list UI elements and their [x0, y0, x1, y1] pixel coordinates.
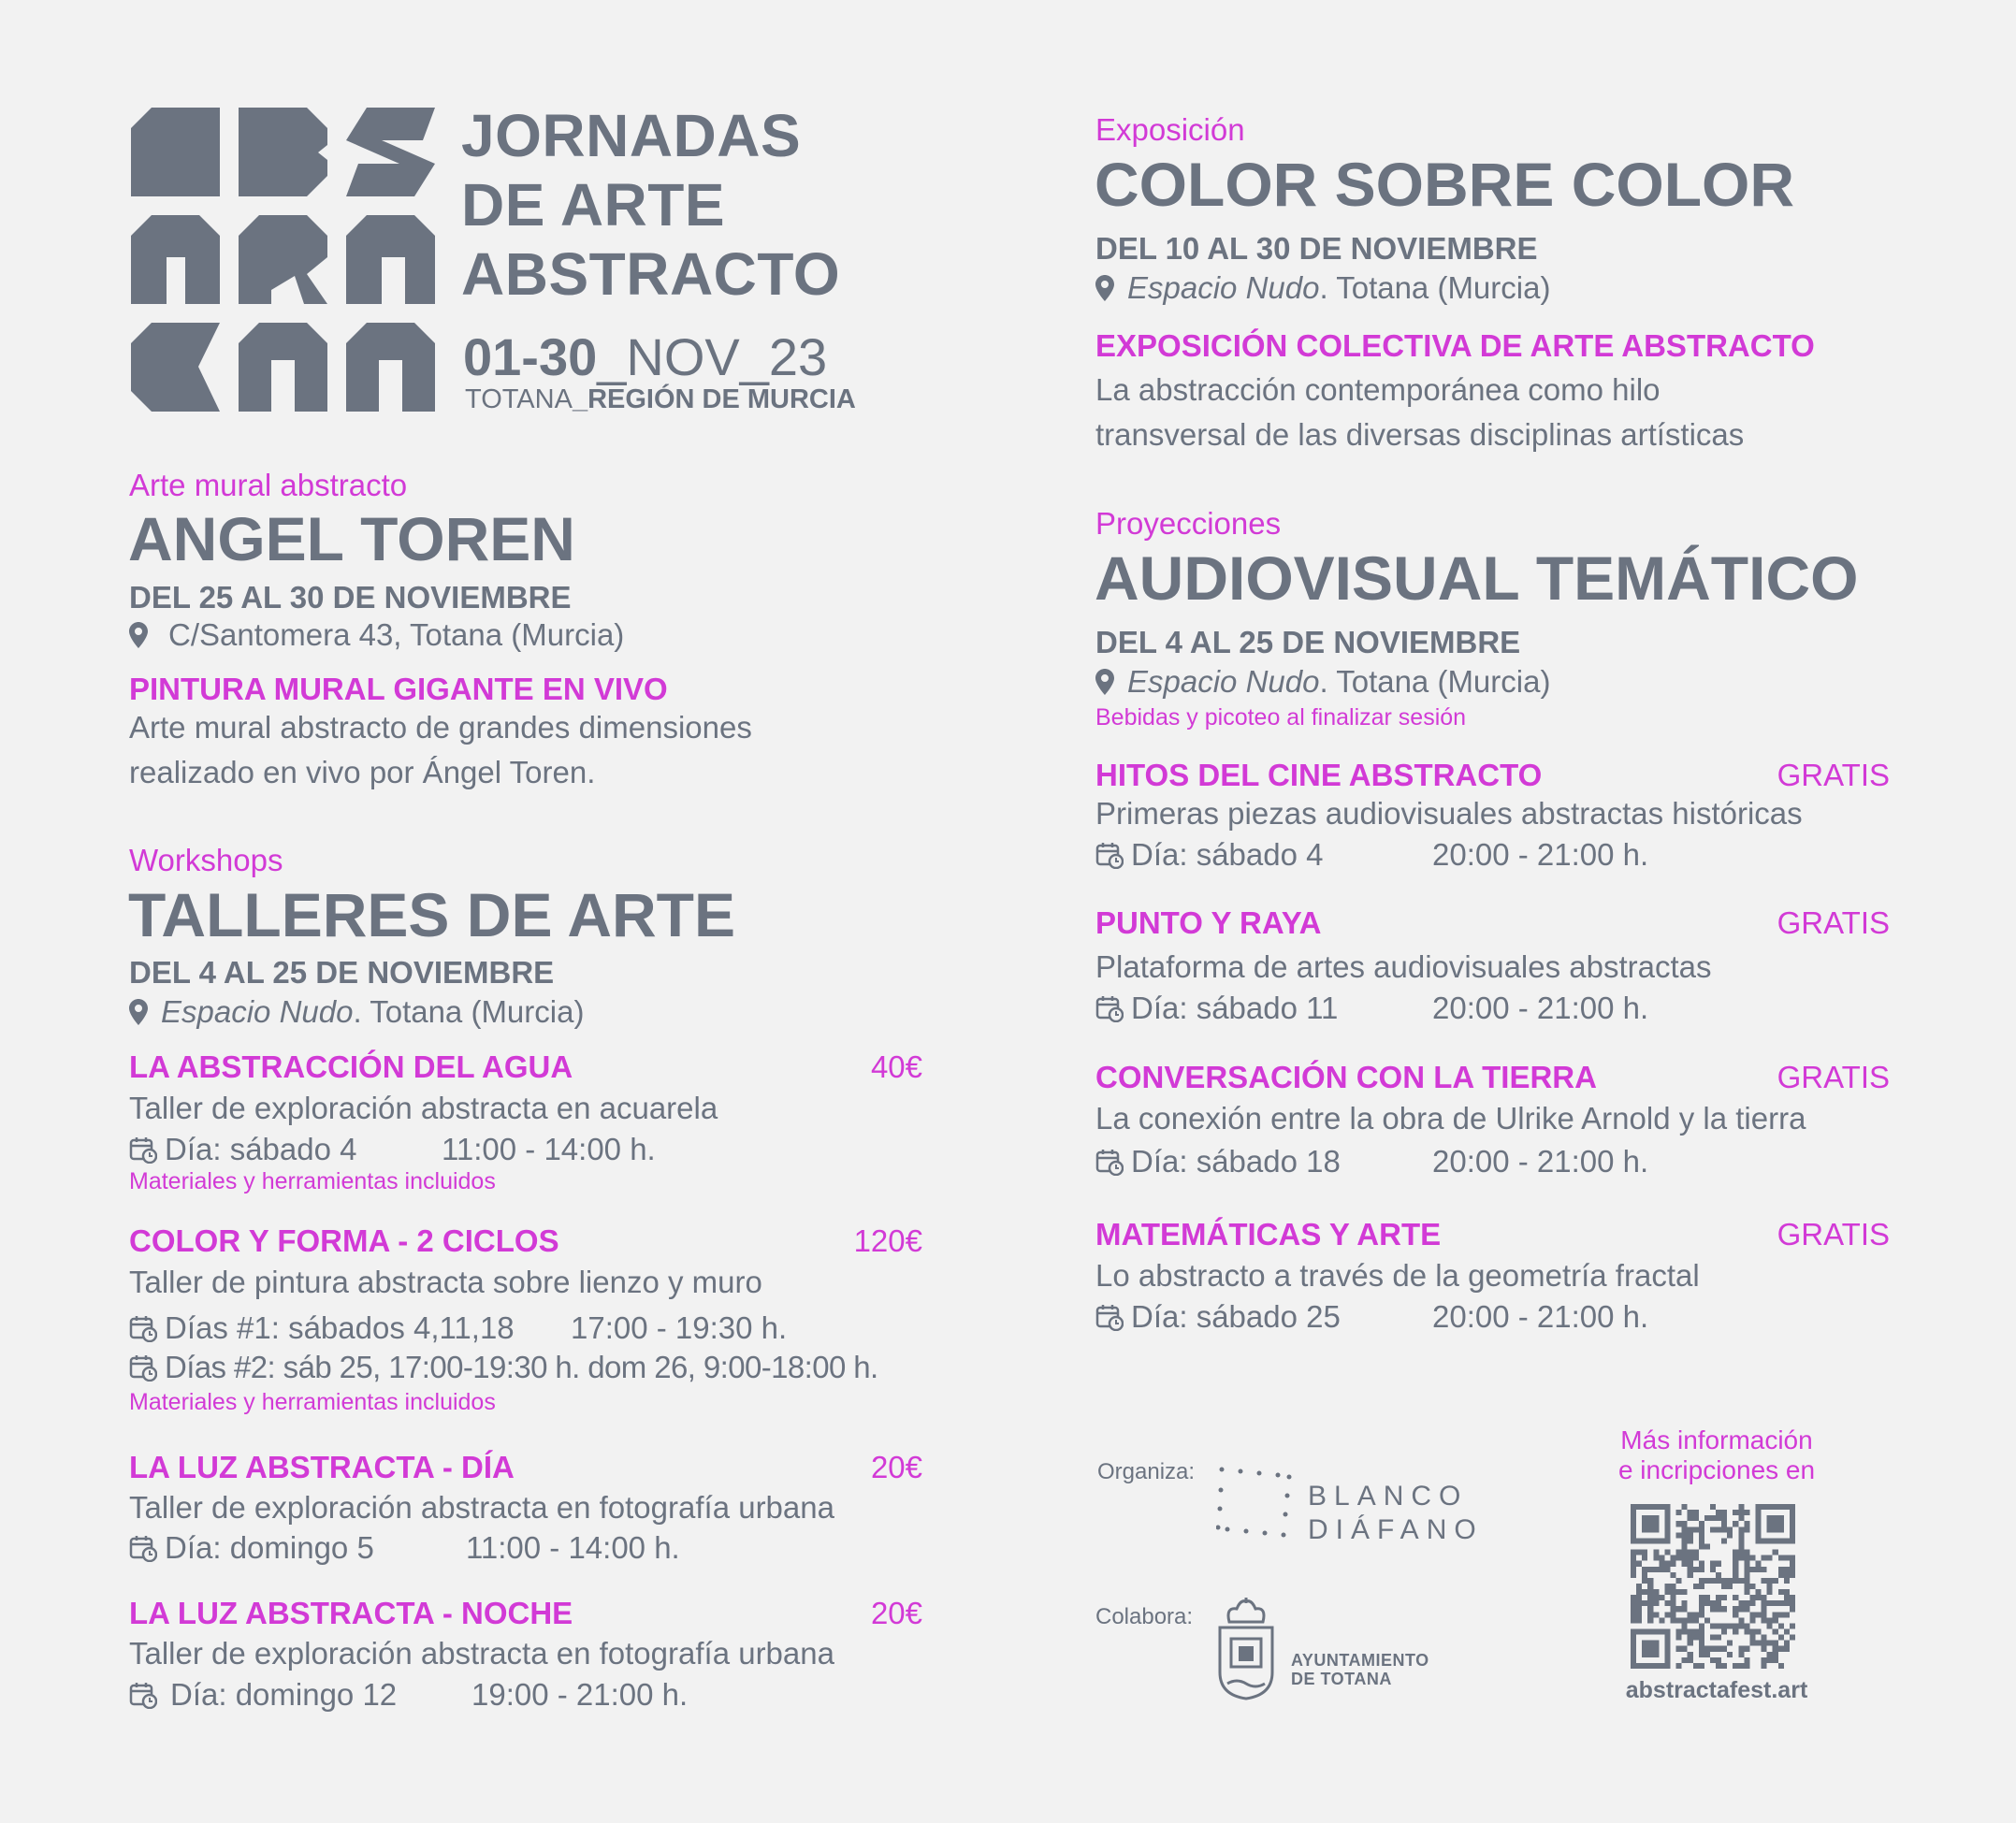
workshop-4-title: LA LUZ ABSTRACTA - NOCHE: [129, 1596, 573, 1630]
exposicion-description-line-1: La abstracción contemporánea como hilo: [1095, 372, 1661, 407]
screening-4-description: Lo abstracto a través de la geometría fractal: [1095, 1258, 1700, 1293]
mural-description-line-1: Arte mural abstracto de grandes dimensiones: [129, 710, 752, 745]
qr-code-image: [1631, 1504, 1795, 1669]
ayuntamiento-name-line-2: DE TOTANA: [1291, 1670, 1392, 1688]
screening-1-description: Primeras piezas audiovisuales abstractas históricas: [1095, 796, 1803, 831]
calendar-clock-icon: [1095, 1148, 1124, 1176]
workshop-4-price: 20€: [870, 1596, 922, 1630]
calendar-clock-icon: [129, 1681, 157, 1709]
mural-category: Arte mural abstracto: [129, 468, 408, 502]
workshop-4-day: Día: domingo 12: [170, 1677, 398, 1712]
blanco-diafano-name-line-2: DIÁFANO: [1308, 1514, 1484, 1545]
screening-1-title: HITOS DEL CINE ABSTRACTO: [1095, 758, 1543, 792]
exposicion-description-line-2: transversal de las diversas disciplinas artísticas: [1095, 417, 1745, 452]
screening-1-price: GRATIS: [1777, 758, 1890, 792]
workshop-3-day: Día: domingo 5: [165, 1530, 374, 1565]
workshops-location: [129, 994, 584, 1030]
screening-4-title: MATEMÁTICAS Y ARTE: [1095, 1217, 1442, 1252]
exposicion-dates: DEL 10 AL 30 DE NOVIEMBRE: [1095, 231, 1538, 266]
workshop-4-time: 19:00 - 21:00 h.: [471, 1677, 689, 1712]
workshops-title: TALLERES DE ARTE: [128, 880, 736, 949]
abs-logo-mark: [131, 108, 435, 412]
workshops-location-venue: Espacio Nudo: [161, 994, 354, 1029]
workshop-4-description: Taller de exploración abstracta en fotografía urbana: [129, 1636, 834, 1671]
festival-place-region: _REGIÓN DE MURCIA: [572, 384, 856, 414]
screening-4-time: 20:00 - 21:00 h.: [1432, 1299, 1649, 1334]
workshop-2-schedule-1: [129, 1310, 787, 1346]
screening-3-schedule: [1095, 1144, 1648, 1179]
more-info-line-2: e incripciones en: [1617, 1455, 1816, 1484]
location-pin-icon: [129, 622, 148, 648]
screening-2-day: Día: sábado 11: [1131, 991, 1339, 1025]
ayuntamiento-name: [1291, 1651, 1429, 1688]
festival-dates: [463, 329, 827, 385]
festival-place: [465, 384, 856, 414]
proyecciones-location-city: . Totana (Murcia): [1319, 664, 1551, 699]
blanco-diafano-name: [1308, 1480, 1484, 1547]
calendar-clock-icon: [129, 1534, 157, 1562]
festival-title-line-1: JORNADAS: [461, 102, 802, 169]
workshop-3-schedule: [129, 1530, 680, 1566]
more-info-line-1: Más información: [1620, 1425, 1813, 1454]
festival-title-line-3: ABSTRACTO: [461, 240, 841, 308]
workshop-3-time: 11:00 - 14:00 h.: [466, 1530, 680, 1565]
mural-dates: DEL 25 AL 30 DE NOVIEMBRE: [129, 580, 572, 615]
abs-logo: [131, 108, 435, 412]
workshop-3-description: Taller de exploración abstracta en fotografía urbana: [129, 1490, 834, 1525]
exposicion-category: Exposición: [1095, 112, 1245, 147]
workshop-1-time: 11:00 - 14:00 h.: [442, 1132, 656, 1166]
proyecciones-category: Proyecciones: [1095, 506, 1282, 541]
screening-1-day: Día: sábado 4: [1131, 837, 1324, 872]
workshop-2-price: 120€: [853, 1223, 922, 1258]
workshop-3-price: 20€: [870, 1450, 922, 1484]
workshop-2-note: Materiales y herramientas incluidos: [129, 1389, 496, 1415]
workshop-3-title: LA LUZ ABSTRACTA - DÍA: [129, 1450, 515, 1484]
screening-3-day: Día: sábado 18: [1131, 1144, 1341, 1179]
festival-title-line-2: DE ARTE: [461, 171, 726, 239]
mural-location: [129, 617, 624, 653]
mural-subtitle: PINTURA MURAL GIGANTE EN VIVO: [129, 672, 668, 706]
workshop-2-description: Taller de pintura abstracta sobre lienzo y muro: [129, 1265, 762, 1299]
exposicion-description: [1095, 368, 1744, 457]
more-info-label: [1590, 1425, 1843, 1485]
screening-1-schedule: [1095, 837, 1648, 873]
workshop-1-description: Taller de exploración abstracta en acuarela: [129, 1091, 718, 1125]
exposicion-location-city: . Totana (Murcia): [1319, 270, 1551, 305]
screening-3-time: 20:00 - 21:00 h.: [1432, 1144, 1649, 1179]
workshop-1-day: Día: sábado 4: [165, 1132, 357, 1166]
screening-2-description: Plataforma de artes audiovisuales abstractas: [1095, 949, 1712, 984]
calendar-clock-icon: [1095, 1303, 1124, 1331]
workshops-dates: DEL 4 AL 25 DE NOVIEMBRE: [129, 955, 555, 990]
festival-place-city: TOTANA: [465, 384, 573, 414]
workshop-1-note: Materiales y herramientas incluidos: [129, 1168, 496, 1194]
workshop-4-schedule: [129, 1677, 688, 1713]
workshop-1-schedule: [129, 1132, 656, 1167]
location-pin-icon: [1095, 669, 1114, 695]
blanco-diafano-logo: [1216, 1464, 1293, 1541]
proyecciones-title: AUDIOVISUAL TEMÁTICO: [1095, 543, 1859, 613]
workshop-2-day-1: Días #1: sábados 4,11,18: [165, 1310, 515, 1345]
workshop-2-day-2: Días #2: sáb 25, 17:00-19:30 h. dom 26, 9:00-18:00 h.: [165, 1350, 878, 1384]
screening-2-price: GRATIS: [1777, 905, 1890, 940]
calendar-clock-icon: [129, 1314, 157, 1342]
colabora-label: Colabora:: [1095, 1604, 1194, 1629]
workshop-2-title: COLOR Y FORMA - 2 CICLOS: [129, 1223, 559, 1258]
screening-3-description: La conexión entre la obra de Ulrike Arnold y la tierra: [1095, 1101, 1806, 1136]
ayuntamiento-name-line-1: AYUNTAMIENTO: [1291, 1651, 1429, 1670]
festival-title: [461, 101, 840, 309]
calendar-clock-icon: [1095, 994, 1124, 1022]
exposicion-subtitle: EXPOSICIÓN COLECTIVA DE ARTE ABSTRACTO: [1095, 328, 1815, 363]
proyecciones-note: Bebidas y picoteo al finalizar sesión: [1095, 704, 1467, 731]
blanco-diafano-name-line-1: BLANCO: [1308, 1481, 1469, 1512]
coat-of-arms-icon: [1216, 1598, 1276, 1702]
qr-code[interactable]: [1631, 1504, 1795, 1669]
screening-3-price: GRATIS: [1777, 1060, 1890, 1094]
screening-3-title: CONVERSACIÓN CON LA TIERRA: [1095, 1060, 1597, 1094]
screening-4-schedule: [1095, 1299, 1648, 1335]
exposicion-title: COLOR SOBRE COLOR: [1095, 150, 1795, 219]
location-pin-icon: [129, 999, 148, 1025]
festival-dates-days: 01-30: [463, 327, 598, 386]
screening-2-title: PUNTO Y RAYA: [1095, 905, 1322, 940]
workshops-category: Workshops: [129, 843, 283, 877]
workshop-2-time-1: 17:00 - 19:30 h.: [571, 1310, 788, 1345]
festival-dates-month: _NOV_23: [597, 327, 828, 386]
blanco-diafano-mark: [1216, 1464, 1293, 1541]
mural-title: ANGEL TOREN: [128, 504, 575, 573]
calendar-clock-icon: [129, 1353, 157, 1382]
website-link[interactable]: abstractafest.art: [1625, 1677, 1808, 1703]
mural-description: [129, 705, 752, 795]
screening-1-time: 20:00 - 21:00 h.: [1432, 837, 1649, 872]
workshop-2-schedule-2: [129, 1350, 878, 1385]
screening-2-schedule: [1095, 991, 1648, 1026]
workshop-1-price: 40€: [870, 1049, 922, 1084]
screening-4-price: GRATIS: [1777, 1217, 1890, 1252]
mural-description-line-2: realizado en vivo por Ángel Toren.: [129, 755, 596, 789]
calendar-clock-icon: [1095, 841, 1124, 869]
workshop-1-title: LA ABSTRACCIÓN DEL AGUA: [129, 1049, 573, 1084]
ayuntamiento-totana-crest: [1216, 1598, 1276, 1702]
proyecciones-dates: DEL 4 AL 25 DE NOVIEMBRE: [1095, 625, 1521, 659]
workshops-location-city: . Totana (Murcia): [353, 994, 585, 1029]
screening-4-day: Día: sábado 25: [1131, 1299, 1341, 1334]
proyecciones-location: [1095, 664, 1550, 700]
mural-location-text: C/Santomera 43, Totana (Murcia): [168, 617, 625, 652]
exposicion-location: [1095, 270, 1550, 306]
calendar-clock-icon: [129, 1136, 157, 1164]
proyecciones-location-venue: Espacio Nudo: [1127, 664, 1320, 699]
location-pin-icon: [1095, 275, 1114, 301]
organiza-label: Organiza:: [1097, 1459, 1196, 1484]
exposicion-location-venue: Espacio Nudo: [1127, 270, 1320, 305]
screening-2-time: 20:00 - 21:00 h.: [1432, 991, 1649, 1025]
